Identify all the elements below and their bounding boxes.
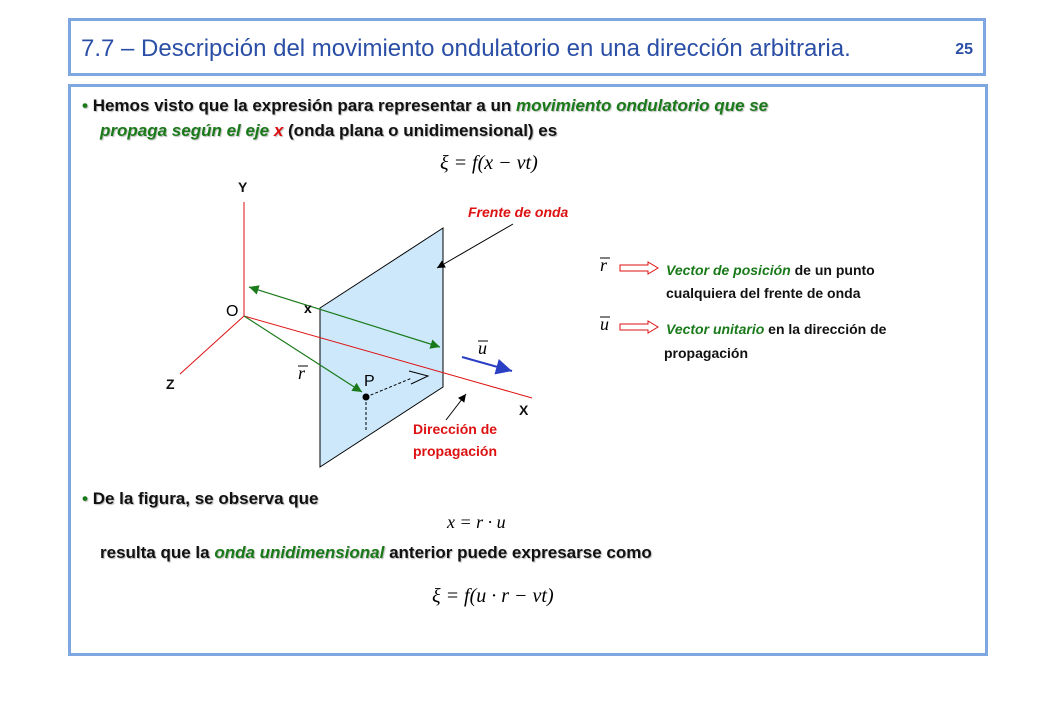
page-number: 25: [955, 41, 973, 58]
legend-u-term: Vector unitario: [666, 321, 765, 337]
legend-r-line-2: cualquiera del frente de onda: [666, 285, 861, 301]
legend-u-line-1: [666, 321, 886, 337]
legend-arrow-u: [620, 321, 658, 333]
result-term: onda unidimensional: [214, 543, 385, 562]
conclusion-line-2: [100, 543, 652, 563]
intro-text-1: Hemos visto que la expresión para representar a un: [92, 96, 516, 115]
equation-wave-x: ξ = f(x − vt): [440, 152, 538, 174]
x-distance-label: x: [304, 300, 312, 316]
z-axis-label: Z: [166, 376, 175, 392]
direction-pointer: [446, 394, 466, 420]
direction-label-2: propagación: [413, 443, 498, 459]
conclusion-text: De la figura, se observa que: [92, 489, 319, 508]
bullet-marker-2: •: [82, 489, 88, 508]
legend-u-rest: en la dirección de: [764, 321, 887, 337]
point-p-label: P: [364, 373, 375, 390]
intro-axis: x: [273, 121, 284, 140]
legend-r-line-1: [666, 262, 875, 278]
u-vector-label: u: [478, 338, 487, 358]
y-axis-label: Y: [238, 179, 248, 195]
legend-r-term: Vector de posición: [666, 262, 791, 278]
legend-u-symbol: u: [600, 314, 609, 334]
legend-arrow-r: [620, 262, 658, 274]
point-p-dot: [363, 394, 370, 401]
intro-text-2: propaga según el eje: [100, 121, 274, 140]
r-vector-label: r: [298, 363, 306, 383]
origin-label: O: [226, 303, 239, 320]
z-axis: [180, 316, 244, 374]
x-axis-label: X: [519, 402, 529, 418]
wavefront-label: Frente de onda: [468, 204, 569, 220]
result-text-1: resulta que la: [100, 543, 215, 562]
conclusion-line-1: [82, 489, 319, 509]
legend-r-rest: de un punto: [790, 262, 875, 278]
equation-projection: x = r · u: [447, 512, 506, 532]
direction-label-1: Dirección de: [413, 421, 498, 437]
intro-text-3: (onda plana o unidimensional) es: [283, 121, 558, 140]
result-text-2: anterior puede expresarse como: [384, 543, 652, 562]
u-vector: [462, 357, 512, 371]
equation-wave-general: ξ = f(u · r − vt): [432, 585, 554, 607]
legend-r-symbol: r: [600, 255, 608, 275]
legend-u-line-2: propagación: [664, 345, 749, 361]
wavefront-pointer: [437, 224, 513, 268]
bullet-marker: •: [82, 96, 88, 115]
intro-term: movimiento ondulatorio que se: [515, 96, 769, 115]
slide-title: 7.7 – Descripción del movimiento ondulatorio en una dirección arbitraria.: [81, 35, 851, 62]
